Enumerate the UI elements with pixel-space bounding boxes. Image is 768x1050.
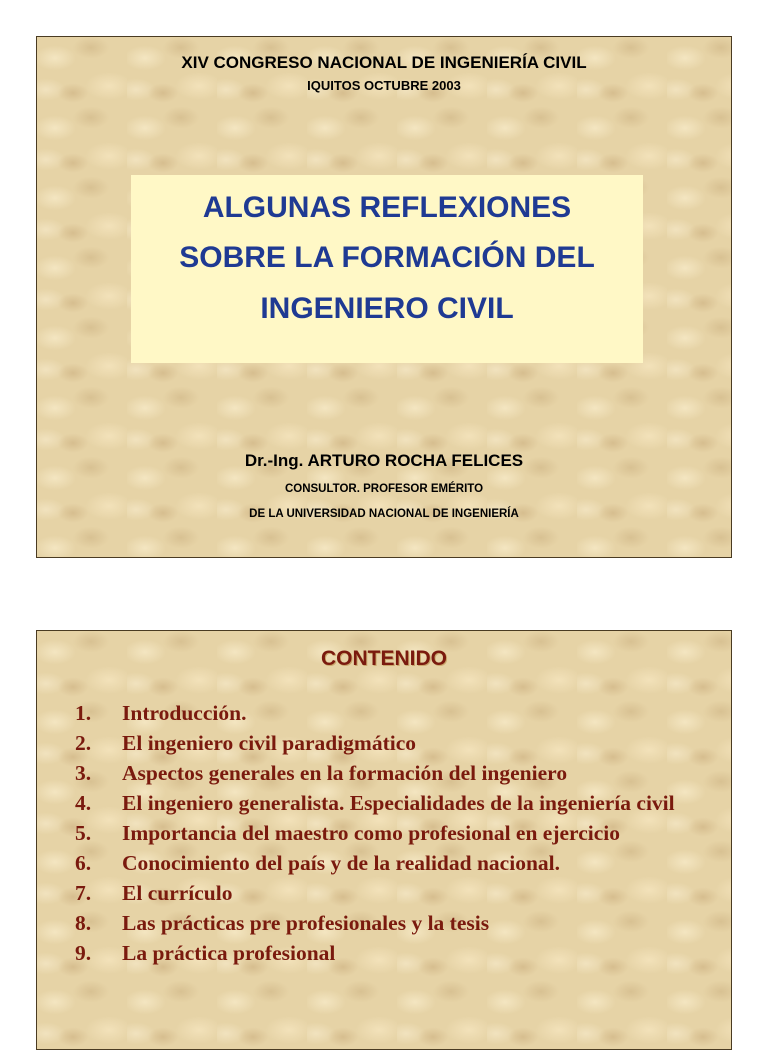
list-number: 5. — [75, 821, 92, 845]
list-item — [75, 733, 715, 754]
list-number: 9. — [75, 941, 92, 965]
conference-title: XIV CONGRESO NACIONAL DE INGENIERÍA CIVIL — [181, 53, 587, 72]
author-affiliation: DE LA UNIVERSIDAD NACIONAL DE INGENIERÍA — [249, 508, 519, 520]
list-item — [75, 943, 715, 964]
contents-list — [75, 703, 715, 973]
conference-location-date: IQUITOS OCTUBRE 2003 — [307, 78, 461, 93]
list-number: 1. — [75, 701, 92, 725]
list-text: El ingeniero generalista. Especialidades de la ingeniería civil — [122, 791, 675, 815]
author-affiliation: CONSULTOR. PROFESOR EMÉRITO — [284, 483, 484, 495]
title-line: SOBRE LA FORMACIÓN DEL — [179, 241, 595, 274]
list-number: 4. — [75, 791, 92, 815]
list-number: 2. — [75, 731, 92, 755]
author-name: Dr.-Ing. ARTURO ROCHA FELICES — [244, 451, 524, 470]
list-item — [75, 883, 715, 904]
list-text: Conocimiento del país y de la realidad nacional. — [122, 851, 560, 875]
title-box — [131, 175, 643, 363]
list-text: Introducción. — [122, 701, 247, 725]
list-text: La práctica profesional — [122, 941, 336, 965]
list-item — [75, 703, 715, 724]
list-text: El currículo — [122, 881, 233, 905]
list-item — [75, 793, 715, 814]
list-text: Aspectos generales en la formación del ingeniero — [122, 761, 568, 785]
contents-heading: CONTENIDO — [321, 647, 447, 670]
list-number: 8. — [75, 911, 92, 935]
list-text: Las prácticas pre profesionales y la tesis — [122, 911, 490, 935]
contents-slide — [36, 630, 732, 1050]
list-text: El ingeniero civil paradigmático — [122, 731, 417, 755]
title-slide — [36, 36, 732, 558]
list-number: 3. — [75, 761, 92, 785]
title-line: INGENIERO CIVIL — [260, 292, 514, 325]
list-item — [75, 913, 715, 934]
list-number: 7. — [75, 881, 92, 905]
list-item — [75, 853, 715, 874]
list-text: Importancia del maestro como profesional en ejercicio — [122, 821, 620, 845]
list-number: 6. — [75, 851, 92, 875]
title-line: ALGUNAS REFLEXIONES — [202, 191, 572, 224]
list-item — [75, 823, 715, 844]
list-item — [75, 763, 715, 784]
